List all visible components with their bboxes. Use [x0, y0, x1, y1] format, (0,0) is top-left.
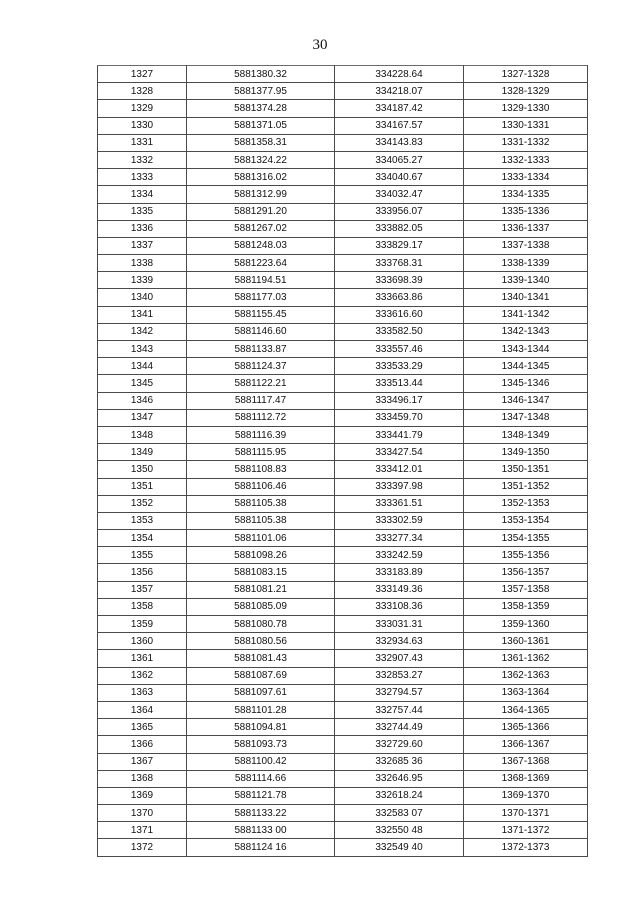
y-coordinate-cell: 333441.79 [335, 426, 464, 443]
table-row [98, 822, 588, 839]
point-number-cell: 1360 [98, 633, 187, 650]
y-coordinate-cell: 333956.07 [335, 203, 464, 220]
y-coordinate-cell: 333149.36 [335, 581, 464, 598]
y-coordinate-cell: 332907.43 [335, 650, 464, 667]
point-number-cell: 1338 [98, 255, 187, 272]
segment-cell: 1369-1370 [464, 787, 588, 804]
point-number-cell: 1339 [98, 272, 187, 289]
y-coordinate-cell: 333829.17 [335, 237, 464, 254]
table-row [98, 100, 588, 117]
table-row [98, 151, 588, 168]
y-coordinate-cell: 333031.31 [335, 616, 464, 633]
x-coordinate-cell: 5881100.42 [187, 753, 335, 770]
y-coordinate-cell: 333616.60 [335, 306, 464, 323]
segment-cell: 1344-1345 [464, 358, 588, 375]
point-number-cell: 1351 [98, 478, 187, 495]
segment-cell: 1356-1357 [464, 564, 588, 581]
point-number-cell: 1335 [98, 203, 187, 220]
table-row [98, 237, 588, 254]
table-row [98, 667, 588, 684]
table-row [98, 478, 588, 495]
point-number-cell: 1358 [98, 598, 187, 615]
point-number-cell: 1363 [98, 684, 187, 701]
segment-cell: 1336-1337 [464, 220, 588, 237]
x-coordinate-cell: 5881117.47 [187, 392, 335, 409]
y-coordinate-cell: 332744.49 [335, 719, 464, 736]
x-coordinate-cell: 5881101.06 [187, 530, 335, 547]
segment-cell: 1339-1340 [464, 272, 588, 289]
x-coordinate-cell: 5881133.22 [187, 805, 335, 822]
segment-cell: 1346-1347 [464, 392, 588, 409]
segment-cell: 1353-1354 [464, 512, 588, 529]
table-row [98, 684, 588, 701]
y-coordinate-cell: 333183.89 [335, 564, 464, 581]
point-number-cell: 1336 [98, 220, 187, 237]
y-coordinate-cell: 333302.59 [335, 512, 464, 529]
table-row [98, 701, 588, 718]
x-coordinate-cell: 5881177.03 [187, 289, 335, 306]
point-number-cell: 1330 [98, 117, 187, 134]
coordinates-table-body [98, 66, 588, 857]
table-row [98, 117, 588, 134]
segment-cell: 1337-1338 [464, 237, 588, 254]
x-coordinate-cell: 5881080.56 [187, 633, 335, 650]
y-coordinate-cell: 333698.39 [335, 272, 464, 289]
point-number-cell: 1359 [98, 616, 187, 633]
point-number-cell: 1329 [98, 100, 187, 117]
table-row [98, 787, 588, 804]
x-coordinate-cell: 5881324.22 [187, 151, 335, 168]
table-row [98, 736, 588, 753]
point-number-cell: 1357 [98, 581, 187, 598]
y-coordinate-cell: 332685 36 [335, 753, 464, 770]
segment-cell: 1360-1361 [464, 633, 588, 650]
segment-cell: 1341-1342 [464, 306, 588, 323]
x-coordinate-cell: 5881081.43 [187, 650, 335, 667]
y-coordinate-cell: 332549 40 [335, 839, 464, 856]
table-row [98, 255, 588, 272]
y-coordinate-cell: 332618.24 [335, 787, 464, 804]
point-number-cell: 1345 [98, 375, 187, 392]
table-row [98, 341, 588, 358]
y-coordinate-cell: 334167.57 [335, 117, 464, 134]
y-coordinate-cell: 332794.57 [335, 684, 464, 701]
table-row [98, 426, 588, 443]
y-coordinate-cell: 333557.46 [335, 341, 464, 358]
table-row [98, 375, 588, 392]
x-coordinate-cell: 5881155.45 [187, 306, 335, 323]
x-coordinate-cell: 5881087.69 [187, 667, 335, 684]
point-number-cell: 1353 [98, 512, 187, 529]
table-row [98, 306, 588, 323]
table-row [98, 650, 588, 667]
segment-cell: 1335-1336 [464, 203, 588, 220]
coordinates-table [97, 65, 588, 857]
x-coordinate-cell: 5881267.02 [187, 220, 335, 237]
segment-cell: 1350-1351 [464, 461, 588, 478]
x-coordinate-cell: 5881291.20 [187, 203, 335, 220]
table-row [98, 323, 588, 340]
segment-cell: 1357-1358 [464, 581, 588, 598]
table-row [98, 461, 588, 478]
x-coordinate-cell: 5881248.03 [187, 237, 335, 254]
table-row [98, 770, 588, 787]
segment-cell: 1355-1356 [464, 547, 588, 564]
table-row [98, 134, 588, 151]
y-coordinate-cell: 333412.01 [335, 461, 464, 478]
segment-cell: 1364-1365 [464, 701, 588, 718]
point-number-cell: 1337 [98, 237, 187, 254]
segment-cell: 1334-1335 [464, 186, 588, 203]
point-number-cell: 1346 [98, 392, 187, 409]
x-coordinate-cell: 5881098.26 [187, 547, 335, 564]
table-row [98, 564, 588, 581]
point-number-cell: 1342 [98, 323, 187, 340]
table-row [98, 581, 588, 598]
segment-cell: 1351-1352 [464, 478, 588, 495]
segment-cell: 1363-1364 [464, 684, 588, 701]
y-coordinate-cell: 332934.63 [335, 633, 464, 650]
segment-cell: 1370-1371 [464, 805, 588, 822]
x-coordinate-cell: 5881380.32 [187, 66, 335, 83]
y-coordinate-cell: 332729.60 [335, 736, 464, 753]
point-number-cell: 1366 [98, 736, 187, 753]
x-coordinate-cell: 5881114.66 [187, 770, 335, 787]
segment-cell: 1338-1339 [464, 255, 588, 272]
table-row [98, 512, 588, 529]
y-coordinate-cell: 333427.54 [335, 444, 464, 461]
segment-cell: 1342-1343 [464, 323, 588, 340]
x-coordinate-cell: 5881093.73 [187, 736, 335, 753]
y-coordinate-cell: 332853.27 [335, 667, 464, 684]
y-coordinate-cell: 333663.86 [335, 289, 464, 306]
point-number-cell: 1352 [98, 495, 187, 512]
x-coordinate-cell: 5881083.15 [187, 564, 335, 581]
y-coordinate-cell: 332757.44 [335, 701, 464, 718]
y-coordinate-cell: 333459.70 [335, 409, 464, 426]
y-coordinate-cell: 332550 48 [335, 822, 464, 839]
point-number-cell: 1340 [98, 289, 187, 306]
point-number-cell: 1368 [98, 770, 187, 787]
point-number-cell: 1333 [98, 169, 187, 186]
y-coordinate-cell: 333242.59 [335, 547, 464, 564]
y-coordinate-cell: 334040.67 [335, 169, 464, 186]
x-coordinate-cell: 5881374.28 [187, 100, 335, 117]
y-coordinate-cell: 334065.27 [335, 151, 464, 168]
table-row [98, 495, 588, 512]
y-coordinate-cell: 334187.42 [335, 100, 464, 117]
y-coordinate-cell: 333361.51 [335, 495, 464, 512]
table-row [98, 547, 588, 564]
table-row [98, 392, 588, 409]
table-row [98, 805, 588, 822]
y-coordinate-cell: 333277.34 [335, 530, 464, 547]
y-coordinate-cell: 334228.64 [335, 66, 464, 83]
x-coordinate-cell: 5881121.78 [187, 787, 335, 804]
point-number-cell: 1372 [98, 839, 187, 856]
x-coordinate-cell: 5881112.72 [187, 409, 335, 426]
table-row [98, 169, 588, 186]
point-number-cell: 1349 [98, 444, 187, 461]
segment-cell: 1331-1332 [464, 134, 588, 151]
point-number-cell: 1355 [98, 547, 187, 564]
table-row [98, 289, 588, 306]
y-coordinate-cell: 333768.31 [335, 255, 464, 272]
segment-cell: 1372-1373 [464, 839, 588, 856]
table-row [98, 753, 588, 770]
x-coordinate-cell: 5881358.31 [187, 134, 335, 151]
x-coordinate-cell: 5881115.95 [187, 444, 335, 461]
y-coordinate-cell: 334032.47 [335, 186, 464, 203]
x-coordinate-cell: 5881377.95 [187, 83, 335, 100]
segment-cell: 1333-1334 [464, 169, 588, 186]
x-coordinate-cell: 5881097.61 [187, 684, 335, 701]
x-coordinate-cell: 5881133.87 [187, 341, 335, 358]
y-coordinate-cell: 333533.29 [335, 358, 464, 375]
x-coordinate-cell: 5881106.46 [187, 478, 335, 495]
table-row [98, 66, 588, 83]
x-coordinate-cell: 5881081.21 [187, 581, 335, 598]
x-coordinate-cell: 5881080.78 [187, 616, 335, 633]
table-row [98, 186, 588, 203]
segment-cell: 1329-1330 [464, 100, 588, 117]
segment-cell: 1359-1360 [464, 616, 588, 633]
y-coordinate-cell: 333513.44 [335, 375, 464, 392]
table-row [98, 444, 588, 461]
segment-cell: 1327-1328 [464, 66, 588, 83]
y-coordinate-cell: 332583 07 [335, 805, 464, 822]
segment-cell: 1332-1333 [464, 151, 588, 168]
table-row [98, 220, 588, 237]
point-number-cell: 1347 [98, 409, 187, 426]
segment-cell: 1362-1363 [464, 667, 588, 684]
x-coordinate-cell: 5881223.64 [187, 255, 335, 272]
x-coordinate-cell: 5881194.51 [187, 272, 335, 289]
point-number-cell: 1365 [98, 719, 187, 736]
table-row [98, 839, 588, 856]
point-number-cell: 1334 [98, 186, 187, 203]
x-coordinate-cell: 5881122.21 [187, 375, 335, 392]
point-number-cell: 1364 [98, 701, 187, 718]
y-coordinate-cell: 333882.05 [335, 220, 464, 237]
segment-cell: 1348-1349 [464, 426, 588, 443]
point-number-cell: 1331 [98, 134, 187, 151]
table-row [98, 272, 588, 289]
table-row [98, 598, 588, 615]
segment-cell: 1349-1350 [464, 444, 588, 461]
table-row [98, 719, 588, 736]
segment-cell: 1358-1359 [464, 598, 588, 615]
x-coordinate-cell: 5881108.83 [187, 461, 335, 478]
y-coordinate-cell: 334143.83 [335, 134, 464, 151]
table-row [98, 616, 588, 633]
x-coordinate-cell: 5881094.81 [187, 719, 335, 736]
segment-cell: 1328-1329 [464, 83, 588, 100]
x-coordinate-cell: 5881105.38 [187, 512, 335, 529]
table-row [98, 358, 588, 375]
segment-cell: 1352-1353 [464, 495, 588, 512]
point-number-cell: 1327 [98, 66, 187, 83]
x-coordinate-cell: 5881371.05 [187, 117, 335, 134]
segment-cell: 1330-1331 [464, 117, 588, 134]
point-number-cell: 1369 [98, 787, 187, 804]
point-number-cell: 1370 [98, 805, 187, 822]
point-number-cell: 1341 [98, 306, 187, 323]
y-coordinate-cell: 333582.50 [335, 323, 464, 340]
table-row [98, 409, 588, 426]
segment-cell: 1354-1355 [464, 530, 588, 547]
segment-cell: 1340-1341 [464, 289, 588, 306]
point-number-cell: 1343 [98, 341, 187, 358]
x-coordinate-cell: 5881124.37 [187, 358, 335, 375]
segment-cell: 1367-1368 [464, 753, 588, 770]
y-coordinate-cell: 333496.17 [335, 392, 464, 409]
point-number-cell: 1354 [98, 530, 187, 547]
segment-cell: 1343-1344 [464, 341, 588, 358]
table-row [98, 83, 588, 100]
y-coordinate-cell: 332646.95 [335, 770, 464, 787]
x-coordinate-cell: 5881116.39 [187, 426, 335, 443]
x-coordinate-cell: 5881146.60 [187, 323, 335, 340]
point-number-cell: 1344 [98, 358, 187, 375]
table-row [98, 530, 588, 547]
point-number-cell: 1356 [98, 564, 187, 581]
point-number-cell: 1371 [98, 822, 187, 839]
point-number-cell: 1328 [98, 83, 187, 100]
segment-cell: 1361-1362 [464, 650, 588, 667]
point-number-cell: 1348 [98, 426, 187, 443]
x-coordinate-cell: 5881105.38 [187, 495, 335, 512]
y-coordinate-cell: 333397.98 [335, 478, 464, 495]
segment-cell: 1366-1367 [464, 736, 588, 753]
table-row [98, 203, 588, 220]
segment-cell: 1368-1369 [464, 770, 588, 787]
point-number-cell: 1362 [98, 667, 187, 684]
x-coordinate-cell: 5881312.99 [187, 186, 335, 203]
x-coordinate-cell: 5881124 16 [187, 839, 335, 856]
y-coordinate-cell: 334218.07 [335, 83, 464, 100]
x-coordinate-cell: 5881133 00 [187, 822, 335, 839]
y-coordinate-cell: 333108.36 [335, 598, 464, 615]
point-number-cell: 1350 [98, 461, 187, 478]
point-number-cell: 1361 [98, 650, 187, 667]
segment-cell: 1347-1348 [464, 409, 588, 426]
x-coordinate-cell: 5881085.09 [187, 598, 335, 615]
page-number: 30 [312, 37, 328, 53]
segment-cell: 1365-1366 [464, 719, 588, 736]
point-number-cell: 1332 [98, 151, 187, 168]
point-number-cell: 1367 [98, 753, 187, 770]
x-coordinate-cell: 5881101.28 [187, 701, 335, 718]
x-coordinate-cell: 5881316.02 [187, 169, 335, 186]
table-row [98, 633, 588, 650]
segment-cell: 1371-1372 [464, 822, 588, 839]
segment-cell: 1345-1346 [464, 375, 588, 392]
